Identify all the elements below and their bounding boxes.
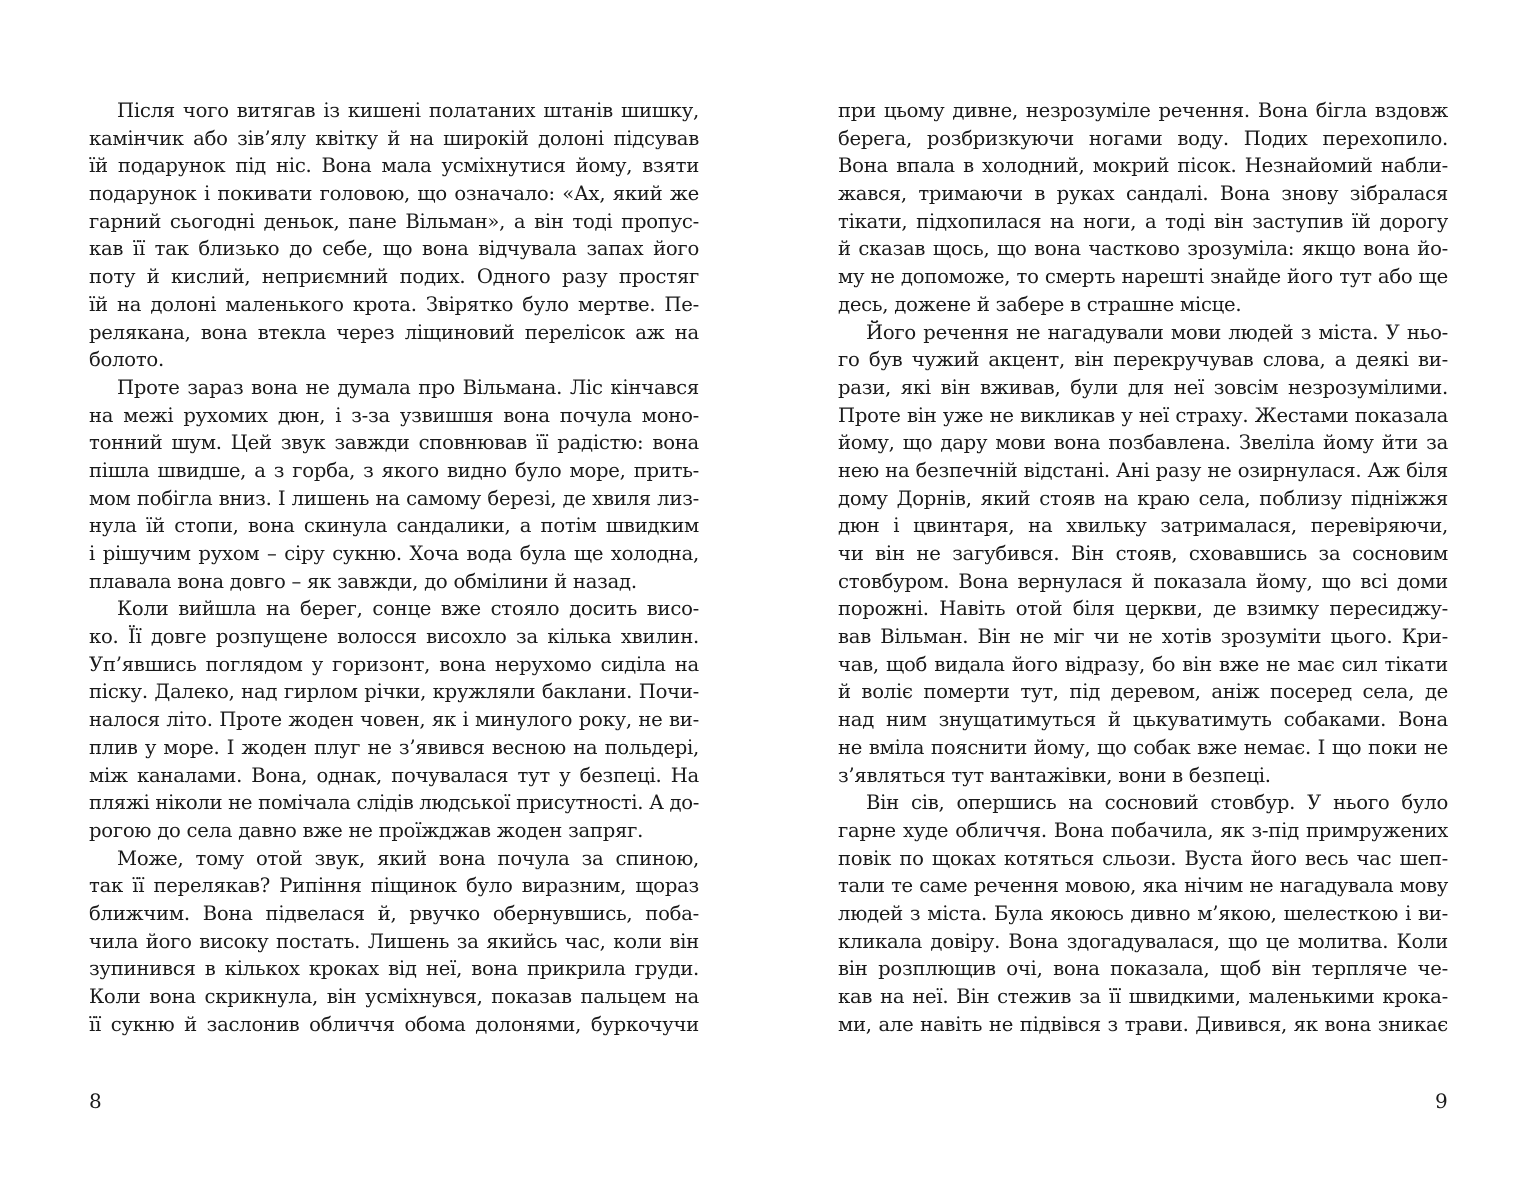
text-line: він розплющив очі, вона показала, щоб він терпляче че-: [838, 957, 1448, 981]
text-line: повік по щоках котяться сльози. Вуста його весь час шеп-: [838, 846, 1448, 870]
text-line: камінчик або зів’ялу квітку й на широкій долоні підсував: [89, 126, 699, 150]
text-line: тали те саме речення мовою, яка нічим не нагадувала мову: [838, 874, 1448, 898]
text-line: Після чого витягав із кишені полатаних штанів шишку,: [117, 99, 699, 122]
text-line: й воліє померти тут, під деревом, аніж посеред села, де: [838, 680, 1448, 704]
text-line: стовбуром. Вона вернулася й показала йому, що всі доми: [838, 569, 1448, 593]
text-line: їй на долоні маленького крота. Звірятко було мертве. Пе-: [89, 292, 699, 316]
text-line: Він сів, опершись на сосновий стовбур. У нього було: [866, 791, 1448, 815]
text-line: піску. Далеко, над гирлом річки, кружляли баклани. Почи-: [89, 680, 699, 704]
text-line: йому, що дару мови вона позбавлена. Звеліла йому йти за: [838, 431, 1448, 455]
text-line: Проте він уже не викликав у неї страху. Жестами показала: [838, 403, 1448, 427]
text-line: поту й кислий, неприємний подих. Одного разу простяг: [89, 265, 699, 289]
text-line: Може, тому отой звук, який вона почула за спиною,: [117, 846, 699, 870]
text-line: порожні. Навіть отой біля церкви, де взимку пересиджу-: [838, 597, 1448, 621]
text-line: її сукню й заслонив обличчя обома долонями, буркочучи: [89, 1012, 699, 1036]
text-line: пляжі ніколи не помічала слідів людської присутності. А до-: [89, 791, 699, 815]
text-line: плавала вона довго – як завжди, до обмілини й назад.: [89, 569, 637, 593]
text-line: на межі рухомих дюн, і з-за узвишшя вона почула моно-: [89, 403, 699, 427]
text-line: десь, дожене й забере в страшне місце.: [838, 292, 1242, 316]
text-line: налося літо. Проте жоден човен, як і минулого року, не ви-: [89, 708, 699, 732]
text-line: над ним знущатимуться й цькуватимуть собаками. Вона: [838, 708, 1448, 732]
text-line: чи він не загубився. Він стояв, сховавшись за сосновим: [838, 542, 1448, 565]
text-line: з’являться тут вантажівки, вони в безпеці.: [838, 763, 1271, 787]
text-line: Проте зараз вона не думала про Вільмана. Ліс кінчався: [117, 375, 699, 399]
text-line: нею на безпечній відстані. Ані разу не озирнулася. Аж біля: [838, 458, 1448, 482]
right-page-number: 9: [1435, 1089, 1448, 1113]
text-line: Вона впала в холодний, мокрий пісок. Незнайомий набли-: [838, 154, 1448, 178]
right-page-text: [838, 97, 1448, 1038]
text-line: дому Дорнів, який стояв на краю села, поблизу підніжжя: [838, 486, 1448, 510]
left-page-number: 8: [89, 1089, 102, 1113]
text-line: мом побігла вниз. І лишень на самому березі, де хвиля лиз-: [89, 486, 699, 510]
text-line: чав, щоб видала його відразу, бо він вже не має сил тікати: [838, 652, 1448, 676]
text-line: жався, тримаючи в руках сандалі. Вона знову зібралася: [838, 182, 1448, 206]
text-line: болото.: [89, 348, 164, 372]
text-line: рази, які він вживав, були для неї зовсім незрозумілими.: [838, 375, 1448, 399]
text-line: їй подарунок під ніс. Вона мала усміхнутися йому, взяти: [89, 154, 699, 178]
text-line: Коли вона скрикнула, він усміхнувся, показав пальцем на: [89, 985, 699, 1008]
text-line: зупинився в кількох кроках від неї, вона прикрила груди.: [89, 957, 699, 981]
text-line: ми, але навіть не підвівся з трави. Дивився, як вона зникає: [838, 1012, 1448, 1036]
text-line: плив у море. І жоден плуг не з’явився весною на польдері,: [89, 735, 699, 759]
text-line: рогою до села давно вже не проїжджав жоден запряг.: [89, 818, 644, 842]
text-line: гарний сьогодні деньок, пане Вільман», а він тоді пропус-: [89, 209, 699, 233]
text-line: ближчим. Вона підвелася й, рвучко обернувшись, поба-: [89, 901, 699, 925]
text-line: кав на неї. Він стежив за її швидкими, маленькими крока-: [838, 985, 1448, 1008]
text-line: го був чужий акцент, він перекручував слова, а деякі ви-: [838, 348, 1448, 372]
text-line: і рішучим рухом – сіру сукню. Хоча вода була ще холодна,: [89, 542, 699, 565]
text-line: при цьому дивне, незрозуміле речення. Вона бігла вздовж: [838, 99, 1448, 122]
text-line: тонний шум. Цей звук завжди сповнював її радістю: вона: [89, 431, 699, 455]
text-line: вав Вільман. Він не міг чи не хотів зрозуміти цього. Кри-: [838, 625, 1448, 649]
text-line: нула їй стопи, вона скинула сандалики, а потім швидким: [89, 514, 699, 538]
text-line: людей з міста. Була якоюсь дивно м’якою, шелесткою і ви-: [838, 901, 1448, 925]
text-line: подарунок і покивати головою, що означало: «Ах, який же: [89, 182, 699, 206]
text-line: між каналами. Вона, однак, почувалася тут у безпеці. На: [89, 763, 699, 787]
text-line: Коли вийшла на берег, сонце вже стояло досить висо-: [117, 597, 699, 621]
text-line: Уп’явшись поглядом у горизонт, вона нерухомо сиділа на: [89, 652, 699, 676]
text-line: гарне худе обличчя. Вона побачила, як з-під примружених: [838, 818, 1448, 842]
text-line: так її перелякав? Рипіння піщинок було виразним, щораз: [89, 874, 699, 898]
right-page: [768, 0, 1536, 1182]
text-line: берега, розбризкуючи ногами воду. Подих перехопило.: [838, 126, 1448, 150]
text-line: кликала довіру. Вона здогадувалася, що це молитва. Коли: [838, 929, 1448, 953]
text-line: Його речення не нагадували мови людей з міста. У ньо-: [866, 320, 1448, 344]
text-line: дюн і цвинтаря, на хвильку затрималася, перевіряючи,: [838, 514, 1448, 538]
text-line: не вміла пояснити йому, що собак вже немає. І що поки не: [838, 735, 1448, 759]
left-page-text: [89, 97, 699, 1038]
text-line: й сказав щось, що вона частково зрозуміла: якщо вона йо-: [838, 237, 1448, 261]
text-line: ко. Її довге розпущене волосся висохло за кілька хвилин.: [89, 625, 699, 649]
text-line: пішла швидше, а з горба, з якого видно було море, прить-: [89, 458, 699, 482]
text-line: му не допоможе, то смерть нарешті знайде його тут або ще: [838, 265, 1448, 289]
text-line: чила його високу постать. Лишень за якийсь час, коли він: [89, 929, 699, 953]
text-line: кав її так близько до себе, що вона відчувала запах його: [89, 237, 699, 261]
text-line: релякана, вона втекла через ліщиновий перелісок аж на: [89, 320, 699, 344]
text-line: тікати, підхопилася на ноги, а тоді він заступив їй дорогу: [838, 209, 1448, 233]
